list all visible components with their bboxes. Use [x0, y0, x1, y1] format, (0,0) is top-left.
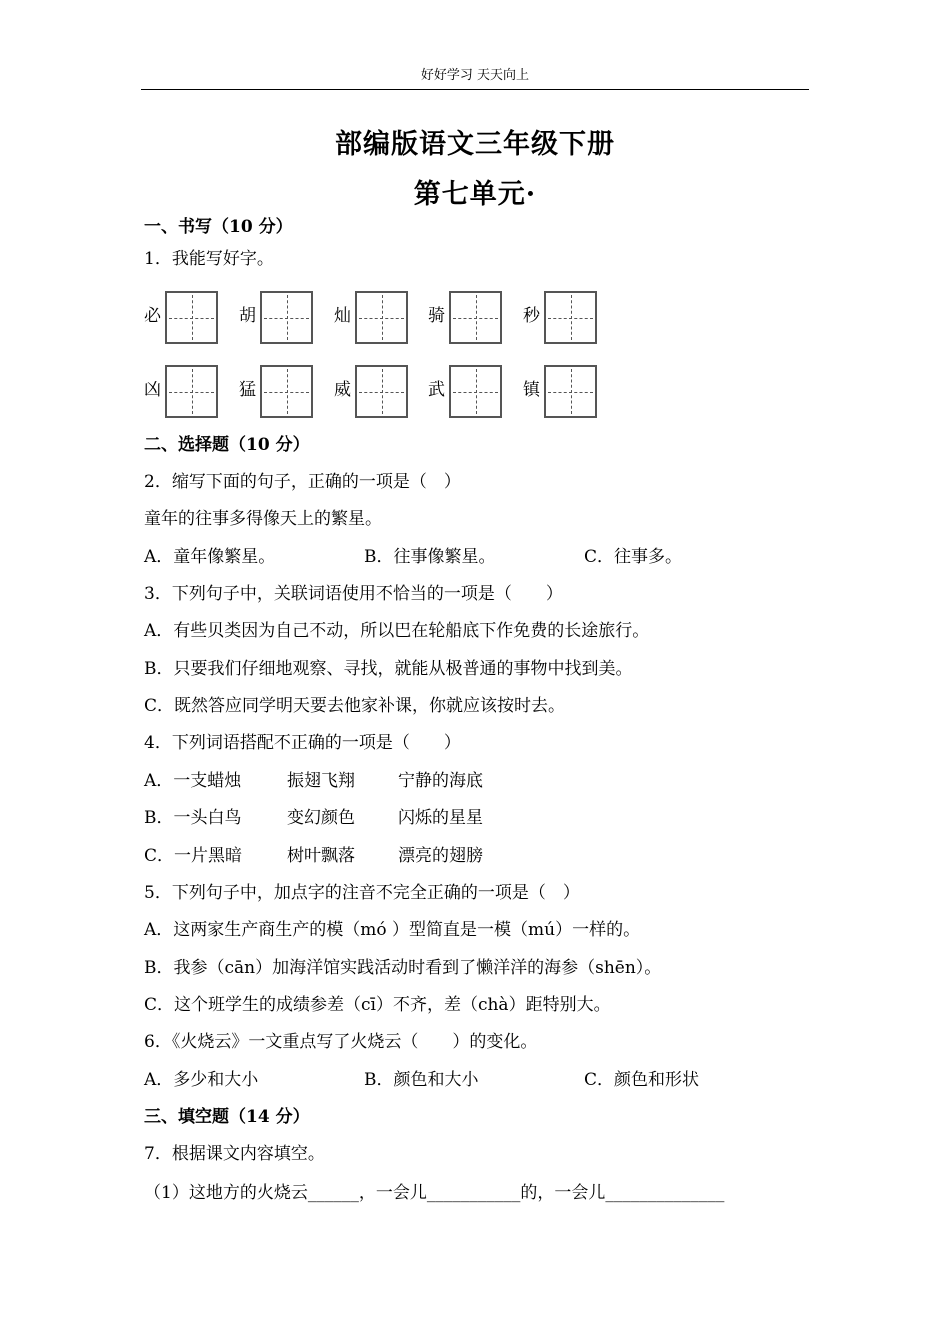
option-c-word-2: 树叶飘落	[287, 846, 355, 866]
question-3-stem: 3．下列句子中，关联词语使用不恰当的一项是（ ）	[144, 584, 563, 604]
option-c[interactable]: C．既然答应同学明天要去他家补课，你就应该按时去。	[144, 696, 566, 716]
option-a[interactable]: A．有些贝类因为自己不动，所以巴在轮船底下作免费的长途旅行。	[144, 621, 650, 641]
tianzi-writing-box[interactable]	[260, 365, 313, 418]
option-a-word-3: 宁静的海底	[398, 771, 483, 791]
tianzi-writing-box[interactable]	[449, 291, 502, 344]
char-label: 灿	[334, 306, 351, 326]
char-label: 镇	[523, 380, 540, 400]
tianzi-writing-box[interactable]	[355, 291, 408, 344]
option-a[interactable]: A．这两家生产商生产的模（mó ）型简直是一模（mú）一样的。	[144, 920, 641, 940]
tianzi-writing-box[interactable]	[165, 291, 218, 344]
char-label: 武	[428, 380, 445, 400]
char-label: 必	[144, 306, 161, 326]
question-4-stem: 4．下列词语搭配不正确的一项是（ ）	[144, 733, 461, 753]
option-b[interactable]: B．往事像繁星。	[364, 547, 496, 567]
section-heading-choice: 二、选择题（10 分）	[144, 435, 310, 455]
question-2-stem: 2．缩写下面的句子，正确的一项是（ ）	[144, 472, 461, 492]
char-label: 秒	[523, 306, 540, 326]
question-2-sentence: 童年的往事多得像天上的繁星。	[144, 509, 382, 529]
tianzi-writing-box[interactable]	[165, 365, 218, 418]
option-b[interactable]: B．颜色和大小	[364, 1070, 479, 1090]
option-a[interactable]: A．童年像繁星。	[144, 547, 276, 567]
option-a-word-1: A．一支蜡烛	[144, 771, 242, 791]
doc-title: 部编版语文三年级下册	[335, 129, 615, 160]
option-b-word-3: 闪烁的星星	[398, 808, 483, 828]
char-label: 凶	[144, 380, 161, 400]
section-heading-writing: 一、书写（10 分）	[144, 217, 293, 237]
option-b[interactable]: B．我参（cān）加海洋馆实践活动时看到了懒洋洋的海参（shēn）。	[144, 958, 662, 978]
tianzi-writing-box[interactable]	[544, 291, 597, 344]
section-heading-fill: 三、填空题（14 分）	[144, 1107, 310, 1127]
question-2-options	[144, 546, 804, 568]
option-c[interactable]: C．这个班学生的成绩参差（cī）不齐，差（chà）距特别大。	[144, 995, 611, 1015]
char-label: 威	[334, 380, 351, 400]
option-c-word-3: 漂亮的翅膀	[398, 846, 483, 866]
doc-subtitle: 第七单元·	[413, 179, 537, 210]
char-label: 骑	[428, 306, 445, 326]
option-a[interactable]	[144, 770, 644, 792]
option-b-word-2: 变幻颜色	[287, 808, 355, 828]
option-b[interactable]	[144, 807, 644, 829]
tianzi-writing-box[interactable]	[355, 365, 408, 418]
option-b-word-1: B．一头白鸟	[144, 808, 242, 828]
option-c[interactable]	[144, 845, 644, 867]
header-rule	[141, 89, 809, 90]
tianzi-writing-box[interactable]	[449, 365, 502, 418]
question-6-stem: 6．《火烧云》一文重点写了火烧云（ ）的变化。	[144, 1032, 538, 1052]
tianzi-writing-box[interactable]	[544, 365, 597, 418]
option-c-word-1: C．一片黑暗	[144, 846, 243, 866]
question-1-stem: 1．我能写好字。	[144, 249, 274, 269]
option-a-word-2: 振翅飞翔	[287, 771, 355, 791]
tianzi-writing-box[interactable]	[260, 291, 313, 344]
option-c[interactable]: C．往事多。	[584, 547, 683, 567]
char-label: 胡	[239, 306, 256, 326]
page-header: 好好学习 天天向上	[420, 68, 530, 83]
question-6-options	[144, 1069, 804, 1091]
option-c[interactable]: C．颜色和形状	[584, 1070, 700, 1090]
option-a[interactable]: A．多少和大小	[144, 1070, 259, 1090]
option-b[interactable]: B．只要我们仔细地观察、寻找，就能从极普通的事物中找到美。	[144, 659, 633, 679]
char-label: 猛	[239, 380, 256, 400]
question-5-stem: 5．下列句子中，加点字的注音不完全正确的一项是（ ）	[144, 883, 580, 903]
question-7-stem: 7．根据课文内容填空。	[144, 1144, 325, 1164]
question-7-item-1[interactable]: （1）这地方的火烧云______，一会儿___________的，一会儿______________	[144, 1183, 725, 1203]
